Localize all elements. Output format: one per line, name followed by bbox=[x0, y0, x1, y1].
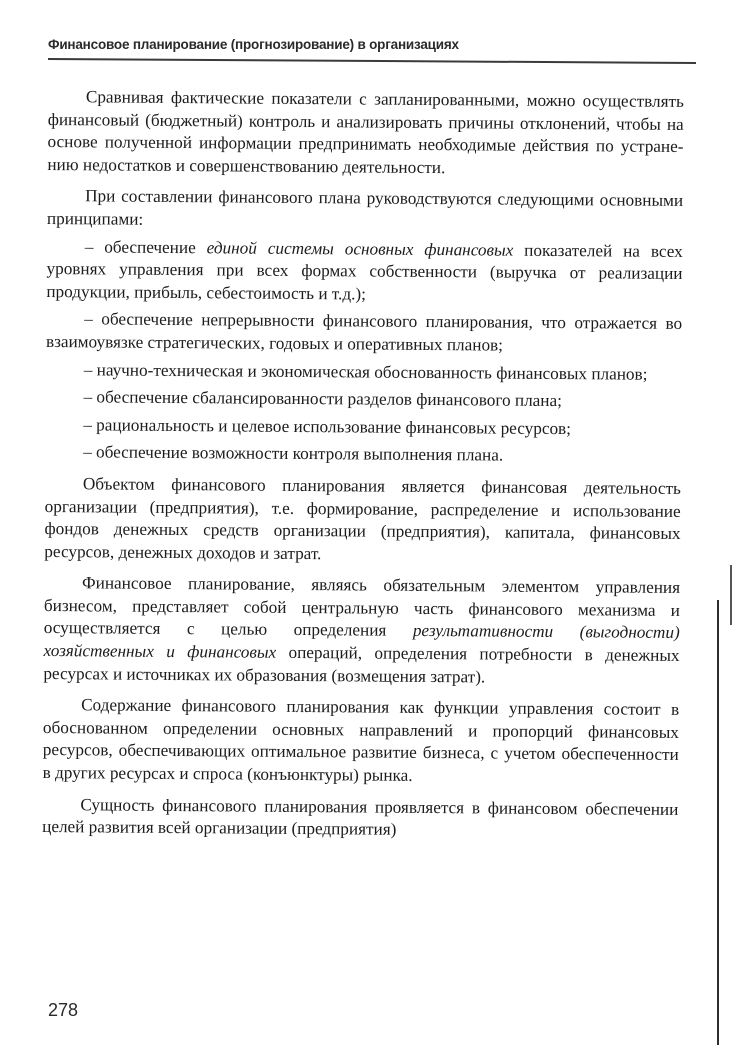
paragraph-planning-content: Содержание финансового планирования как функции управления состоит в обоснованном определении основных направлений и пропорций финансовых ресурсов, обеспечивающих оптимальное развитие бизнеса, с учетом обеспеченности в других ресурсах и спроса (конъюнктуры) рынка. bbox=[42, 695, 680, 785]
body-text bbox=[42, 86, 684, 844]
paragraph-emphasis: результативности (выгодности) хозяйственных и финансовых bbox=[43, 621, 680, 662]
paragraph-planning-object: Объектом финансового планирования является финансовая деятельность организации (предприятия), т.е. формирование, распределение и использование фондов денежных средств организации (предприятия), капитала, финансовых ресурсов, денежных доходов и затрат. bbox=[44, 474, 681, 563]
paragraph-planning-essence: Сущность финансового планирования проявляется в финансовом обеспечении целей развития всей организации (предприятия) bbox=[42, 794, 679, 839]
paragraph-planning-role bbox=[43, 572, 680, 690]
list-item-validity: – научно-техническая и экономическая обоснованность финансовых планов; bbox=[83, 359, 648, 384]
page-number: 278 bbox=[48, 1000, 79, 1020]
paragraph-text: операций, определения потребности в денежных ресурсах и источниках их образования (возмещения затрат). bbox=[43, 642, 680, 687]
list-item-text: – обеспечение bbox=[84, 236, 207, 257]
paragraph-financial-control: Сравнивая фактические показатели с запланированными, можно осуществлять финансовый (бюджетный) контроль и анализировать причины отклонений, чтобы на основе полученной информации предпринимать необходимые действия по устранению недостатков и совершенствованию деятельности. bbox=[47, 87, 684, 177]
list-item-balance: – обеспечение сбалансированности разделов финансового плана; bbox=[83, 387, 563, 411]
running-header: Финансовое планирование (прогнозирование) в организациях bbox=[48, 37, 459, 52]
page-edge-line bbox=[717, 600, 719, 1045]
list-item-text: показателей на всех уровнях управления при всех формах собственности (выручка от реализации продукции, прибыль, себестоимость и т.д.); bbox=[46, 240, 683, 304]
list-item-continuity: – обеспечение непрерывности финансового планирования, что отражается во взаимоувязке стратегических, годовых и оперативных планов; bbox=[45, 309, 683, 355]
list-item-unified-system bbox=[46, 236, 683, 309]
list-item-emphasis: единой системы основных финансовых bbox=[206, 237, 514, 260]
list-item-control: – обеспечение возможности контроля выполнения плана. bbox=[83, 442, 504, 465]
header-rule bbox=[48, 58, 696, 64]
list-item-rationality: – рациональность и целевое использование финансовых ресурсов; bbox=[83, 415, 572, 438]
paragraph-principles-intro: При составлении финансового плана руководствуются следующими основными принципами: bbox=[46, 186, 684, 229]
paragraph-text: Финансовое планирование, являясь обязательным элементом управления бизнесом, представляет собой центральную часть финансового механизма и осуществляется с целью определения bbox=[43, 573, 681, 641]
page-edge-shadow bbox=[730, 565, 732, 625]
